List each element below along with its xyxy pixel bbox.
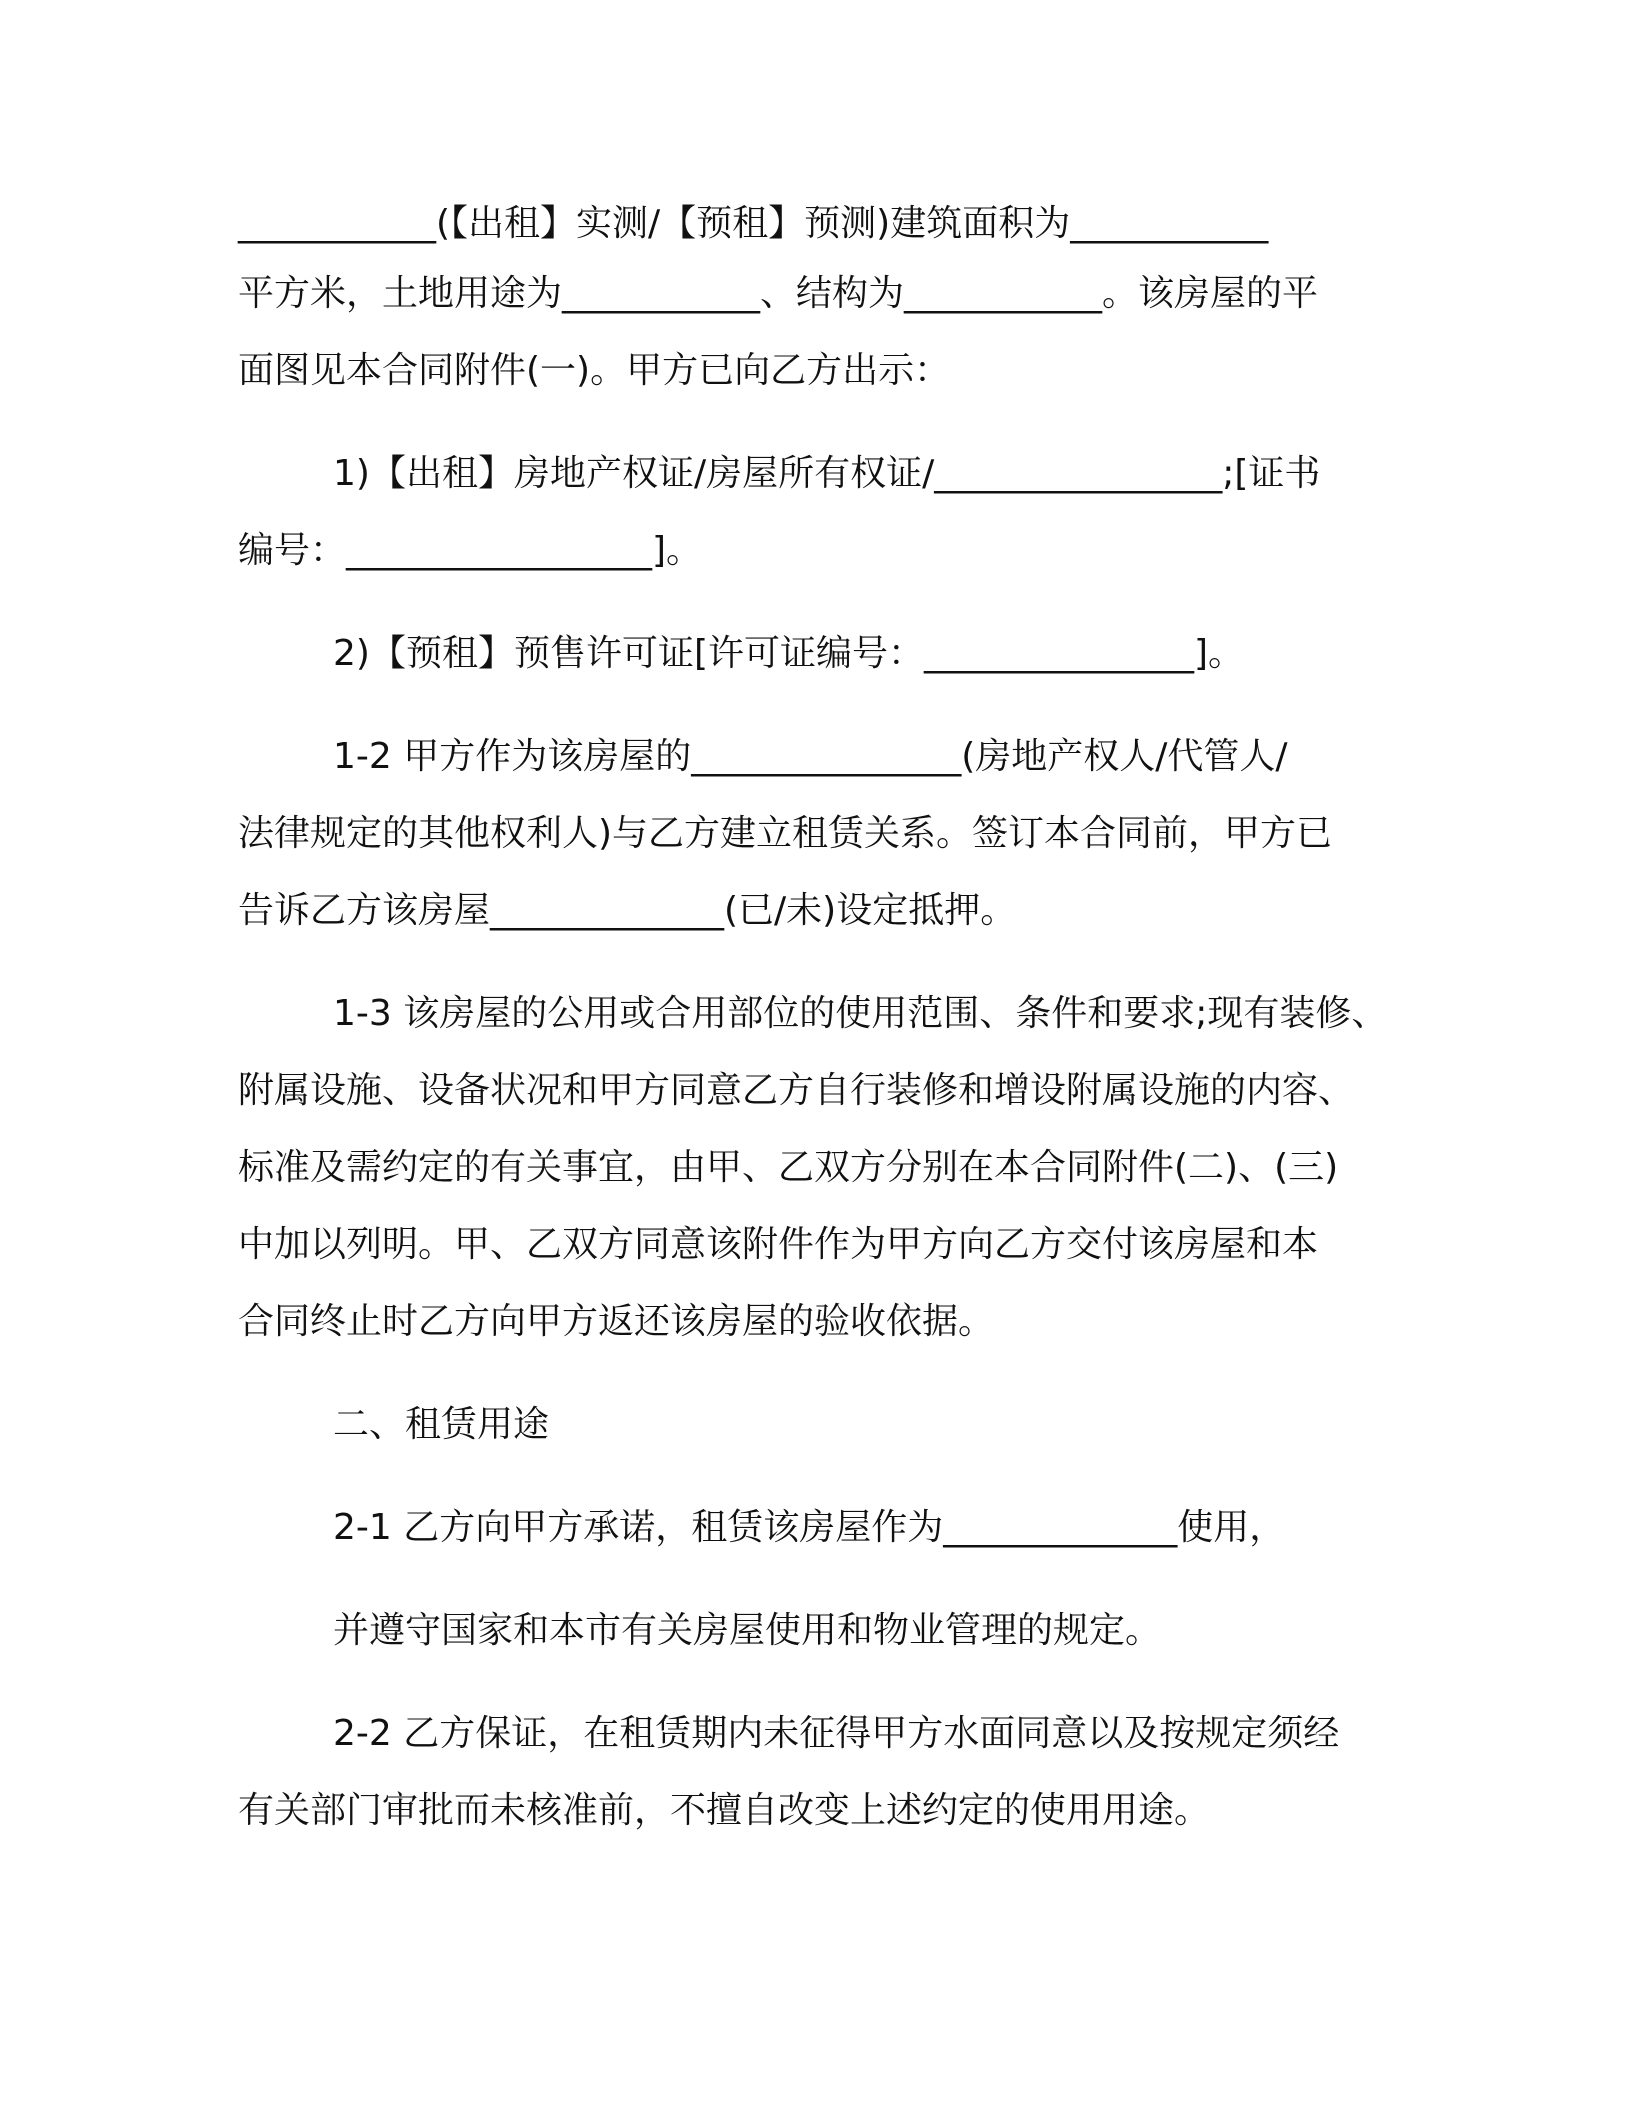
text-line: 1)【出租】房地产权证/房屋所有权证/________________;[证书 bbox=[333, 453, 1321, 494]
text-line: 面图见本合同附件(一)。甲方已向乙方出示： bbox=[238, 350, 951, 391]
text-line: 平方米，土地用途为___________、结构为___________。该房屋的平 bbox=[238, 273, 1319, 314]
text-line: 1-2 甲方作为该房屋的_______________(房地产权人/代管人/ bbox=[333, 736, 1288, 777]
text-line: 并遵守国家和本市有关房屋使用和物业管理的规定。 bbox=[333, 1610, 1162, 1651]
text-line: 1-3 该房屋的公用或合用部位的使用范围、条件和要求;现有装修、 bbox=[333, 993, 1388, 1034]
text-line: 2-2 乙方保证，在租赁期内未征得甲方水面同意以及按规定须经 bbox=[333, 1713, 1340, 1754]
text-line: 2-1 乙方向甲方承诺，租赁该房屋作为_____________使用， bbox=[333, 1507, 1286, 1548]
text-line: 有关部门审批而未核准前，不擅自改变上述约定的使用用途。 bbox=[238, 1790, 1211, 1831]
text-line: 标准及需约定的有关事宜，由甲、乙双方分别在本合同附件(二)、(三) bbox=[238, 1147, 1339, 1188]
text-line: ___________(【出租】实测/【预租】预测)建筑面积为___________ bbox=[238, 203, 1269, 244]
text-line: 附属设施、设备状况和甲方同意乙方自行装修和增设附属设施的内容、 bbox=[238, 1070, 1355, 1111]
text-line: 法律规定的其他权利人)与乙方建立租赁关系。签订本合同前，甲方已 bbox=[238, 813, 1333, 854]
text-line: 编号：_________________]。 bbox=[238, 530, 703, 571]
section-heading: 二、租赁用途 bbox=[333, 1404, 550, 1445]
text-line: 中加以列明。甲、乙双方同意该附件作为甲方向乙方交付该房屋和本 bbox=[238, 1224, 1319, 1265]
text-line: 2)【预租】预售许可证[许可证编号：_______________]。 bbox=[333, 633, 1245, 674]
text-line: 合同终止时乙方向甲方返还该房屋的验收依据。 bbox=[238, 1301, 995, 1342]
text-line: 告诉乙方该房屋_____________(已/未)设定抵押。 bbox=[238, 890, 1017, 931]
